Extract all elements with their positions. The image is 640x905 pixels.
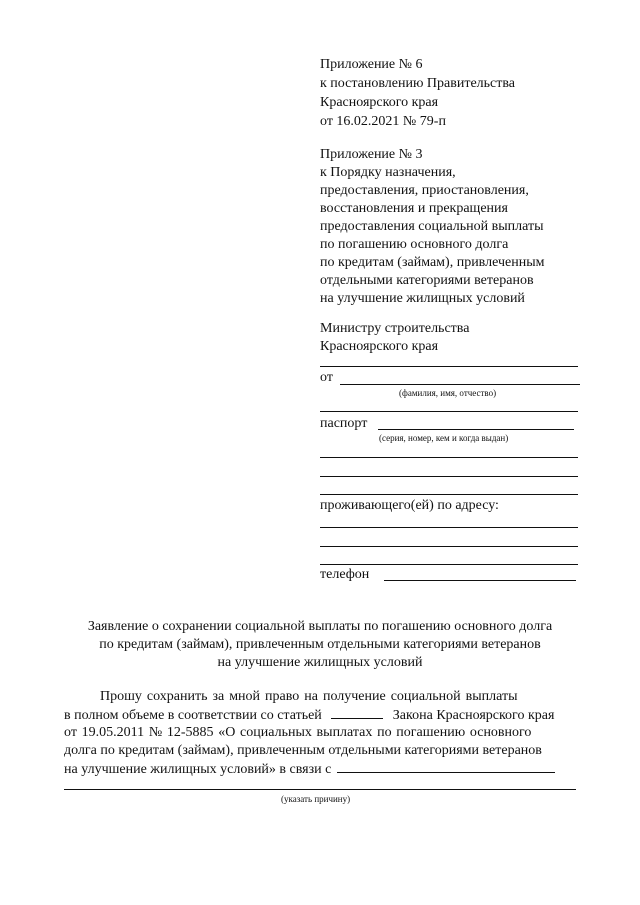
- passport-label: паспорт: [320, 416, 368, 431]
- blank-line[interactable]: [320, 457, 578, 458]
- blank-line[interactable]: [320, 494, 578, 495]
- blank-line[interactable]: [320, 476, 578, 477]
- appendix-6-title: Приложение № 6: [320, 57, 423, 72]
- appendix-3-line: отдельными категориями ветеранов: [320, 273, 534, 288]
- body-line-1: Прошу сохранить за мной право на получение социальной выплаты: [100, 689, 518, 704]
- appendix-3-line: по погашению основного долга: [320, 237, 509, 252]
- blank-line[interactable]: [320, 527, 578, 528]
- appendix-3-line: предоставления социальной выплаты: [320, 219, 544, 234]
- appendix-3-line: восстановления и прекращения: [320, 201, 508, 216]
- blank-line[interactable]: [320, 564, 578, 565]
- reason-hint: (указать причину): [281, 794, 351, 804]
- body-line-3: от 19.05.2011 № 12-5885 «О социальных выплатах по погашению основного: [64, 725, 532, 740]
- addressee-line-2: Красноярского края: [320, 339, 439, 354]
- body-line-2: [64, 706, 554, 725]
- addressee-line-1: Министру строительства: [320, 321, 470, 336]
- to-resolution: к постановлению Правительства: [320, 76, 516, 91]
- from-label: от: [320, 370, 333, 385]
- blank-line[interactable]: [320, 366, 578, 367]
- statement-title-line-3: на улучшение жилищных условий: [217, 655, 423, 670]
- blank-line[interactable]: [320, 411, 578, 412]
- fio-hint: (фамилия, имя, отчество): [399, 388, 497, 398]
- passport-hint: (серия, номер, кем и когда выдан): [379, 433, 509, 443]
- article-number-field[interactable]: [331, 706, 383, 719]
- appendix-3-line: к Порядку назначения,: [320, 165, 456, 180]
- appendix-3-title: Приложение № 3: [320, 147, 423, 162]
- appendix-3-line: на улучшение жилищных условий: [320, 291, 525, 306]
- appendix-3-line: предоставления, приостановления,: [320, 183, 529, 198]
- passport-field[interactable]: [378, 429, 574, 430]
- body-line-2-end: Закона Красноярского края: [392, 708, 555, 723]
- appendix-3-line: по кредитам (займам), привлеченным: [320, 255, 545, 270]
- body-line-4: долга по кредитам (займам), привлеченным отдельными категориями ветеранов: [64, 743, 542, 758]
- region: Красноярского края: [320, 95, 439, 110]
- body-line-5: [64, 760, 555, 779]
- phone-field[interactable]: [384, 580, 576, 581]
- fio-field[interactable]: [340, 384, 580, 385]
- statement-title-line-1: Заявление о сохранении социальной выплаты по погашению основного долга: [87, 619, 553, 634]
- reason-field[interactable]: [337, 760, 555, 773]
- address-label: проживающего(ей) по адресу:: [320, 498, 499, 513]
- body-line-2-start: в полном объеме в соответствии со статьей: [64, 708, 322, 723]
- body-line-5-text: на улучшение жилищных условий» в связи с: [64, 762, 332, 777]
- reason-line[interactable]: [64, 789, 576, 790]
- statement-title-line-2: по кредитам (займам), привлеченным отдельными категориями ветеранов: [99, 637, 541, 652]
- blank-line[interactable]: [320, 546, 578, 547]
- phone-label: телефон: [320, 567, 370, 582]
- resolution-date-number: от 16.02.2021 № 79-п: [320, 114, 446, 129]
